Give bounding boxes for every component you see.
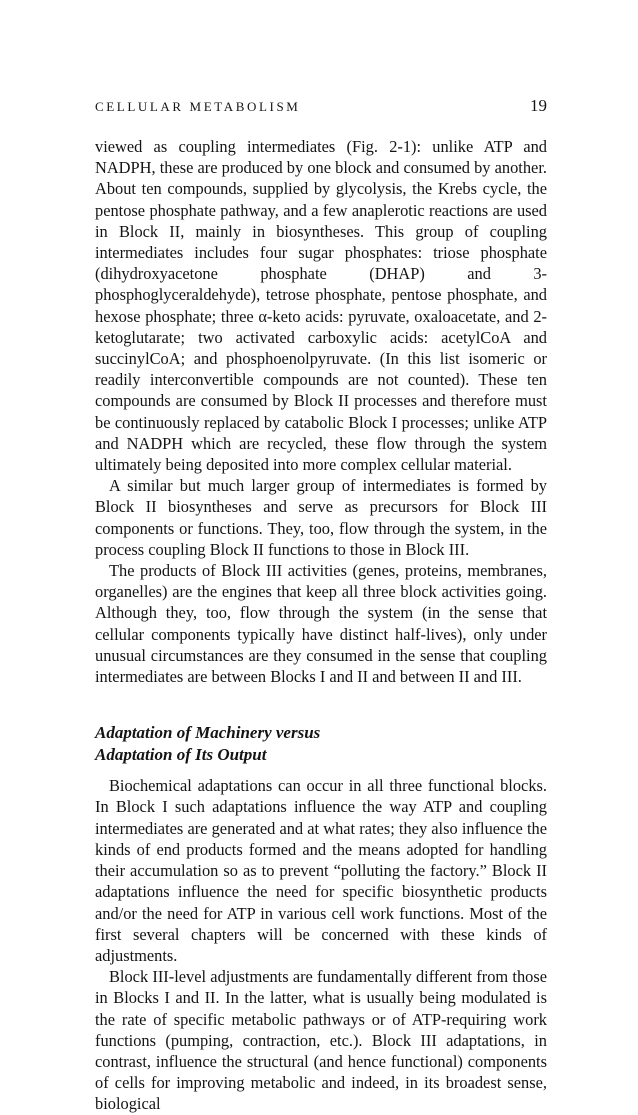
chapter-title: CELLULAR METABOLISM xyxy=(95,99,301,114)
section-heading xyxy=(95,722,547,765)
paragraph: Block III-level adjustments are fundamentally different from those in Blocks I and II. In the latter, what is usually being modulated is the rate of specific metabolic pathways or of ATP-requiring work functions (pumping, contraction, etc.). Block III adaptations, in contrast, influence the structural (and hence functional) components of cells for improving metabolic and indeed, in its broadest sense, biological xyxy=(95,967,547,1114)
body-text xyxy=(95,136,547,1115)
page-number: 19 xyxy=(530,96,547,115)
paragraph: A similar but much larger group of intermediates is formed by Block II biosyntheses and serve as precursors for Block III components or functions. They, too, flow through the system, in the process coupling Block II functions to those in Block III. xyxy=(95,476,547,559)
paragraph: The products of Block III activities (genes, proteins, membranes, organelles) are the engines that keep all three block activities going. Although they, too, flow through the system (in the sense that cellular components typically have distinct half-lives), only under unusual circumstances are they consumed in the sense that coupling intermediates are between Blocks I and II and between II and III. xyxy=(95,561,547,687)
paragraph: viewed as coupling intermediates (Fig. 2-1): unlike ATP and NADPH, these are produced by one block and consumed by another. About ten compounds, supplied by glycolysis, the Krebs cycle, the pentose phosphate pathway, and a few anaplerotic reactions are used in Block II, mainly in biosyntheses. This group of coupling intermediates includes four sugar phosphates: triose phosphate (dihydroxyacetone phosphate (DHAP) and 3-phosphoglyceraldehyde), tetrose phosphate, pentose phosphate, and hexose phosphate; three α-keto acids: pyruvate, oxaloacetate, and 2-ketoglutarate; two activated carboxylic acids: acetylCoA and succinylCoA; and phosphoenolpyruvate. (In this list isomeric or readily interconvertible compounds are not counted). These ten compounds are consumed by Block II processes and therefore must be continuously replaced by catabolic Block I processes; unlike ATP and NADPH which are recycled, these flow through the system ultimately being deposited into more complex cellular material. xyxy=(95,137,547,475)
section-heading-line: Adaptation of Its Output xyxy=(95,744,267,764)
section-heading-line: Adaptation of Machinery versus xyxy=(95,723,321,743)
running-head xyxy=(95,96,547,118)
paragraph: Biochemical adaptations can occur in all three functional blocks. In Block I such adaptations influence the way ATP and coupling intermediates are generated and at what rates; they also influence the kinds of end products formed and the means adopted for handling their accumulation so as to prevent “polluting the factory.” Block II adaptations influence the need for specific biosynthetic products and/or the need for ATP in various cell work functions. Most of the first several chapters will be concerned with these kinds of adjustments. xyxy=(95,776,547,965)
